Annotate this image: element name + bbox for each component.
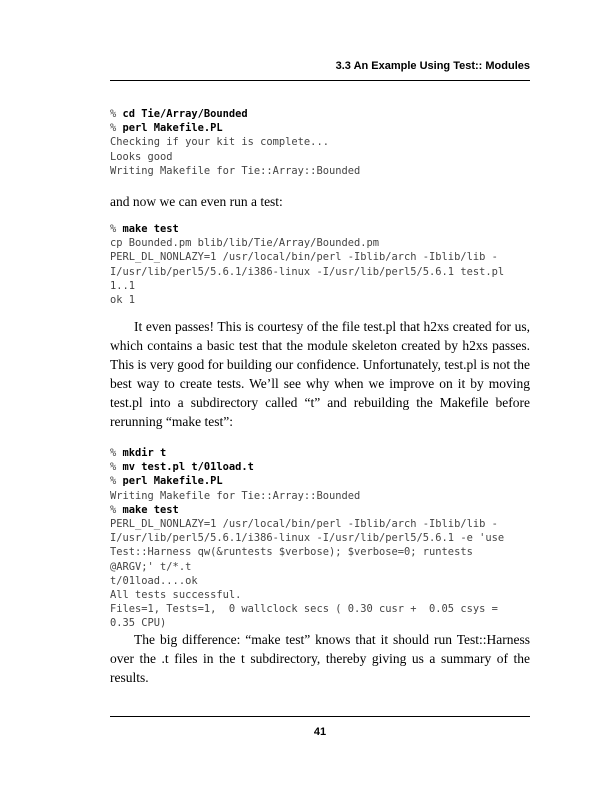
code-command-line [110, 121, 540, 135]
paragraph-big-difference: The big difference: “make test” knows that it should run Test::Harness over the .t files in the t subdirectory, thereby giving us a summary of the results. [110, 632, 530, 685]
code-output-line: PERL_DL_NONLAZY=1 /usr/local/bin/perl -Iblib/arch -Iblib/lib - [110, 518, 498, 531]
running-header: 3.3 An Example Using Test:: Modules [335, 60, 530, 72]
paragraph-run-test-intro: and now we can even run a test: [110, 194, 283, 209]
code-command-line [110, 503, 540, 517]
shell-prompt: % [110, 475, 123, 488]
shell-prompt: % [110, 503, 123, 516]
code-output-line: PERL_DL_NONLAZY=1 /usr/local/bin/perl -Iblib/arch -Iblib/lib - [110, 251, 498, 264]
code-output-line: Files=1, Tests=1, 0 wallclock secs ( 0.30 cusr + 0.05 csys = [110, 603, 498, 616]
code-output-line: Writing Makefile for Tie::Array::Bounded [110, 489, 361, 502]
code-output-line: 0.35 CPU) [110, 617, 167, 630]
shell-command: perl Makefile.PL [122, 122, 223, 135]
code-output-line: cp Bounded.pm blib/lib/Tie/Array/Bounded.pm [110, 237, 379, 250]
shell-prompt: % [110, 461, 123, 474]
shell-command: mkdir t [122, 447, 167, 459]
code-output-line: @ARGV;' t/*.t [110, 560, 192, 573]
code-command-line [110, 222, 540, 236]
code-output-line: Writing Makefile for Tie::Array::Bounded [110, 164, 361, 177]
code-output-line: Checking if your kit is complete... [110, 136, 329, 149]
shell-command: cd Tie/Array/Bounded [122, 108, 248, 120]
code-output-line: 1..1 [110, 279, 136, 292]
code-command-line [110, 460, 540, 474]
shell-prompt: % [110, 447, 123, 459]
code-block-build [110, 107, 540, 178]
page-number: 41 [313, 726, 327, 738]
shell-command: perl Makefile.PL [122, 475, 223, 488]
shell-prompt: % [110, 122, 123, 135]
code-block-make-test [110, 222, 540, 307]
shell-prompt: % [110, 223, 123, 235]
code-output-line: All tests successful. [110, 589, 242, 602]
code-command-line [110, 474, 540, 488]
paragraph-test-passes: It even passes! This is courtesy of the file test.pl that h2xs created for us, which contains a basic test that the module skeleton created by h2xs passes. This is very good for building our confidence. Unfortunately, test.pl is not the best way to create tests. We’ll see why when we improve on it by moving test.pl into a subdirectory called “t” and rebuilding the Makefile before rerunning “make test”: [110, 319, 530, 429]
header-rule [110, 80, 530, 81]
code-command-line [110, 107, 540, 121]
shell-prompt: % [110, 108, 123, 120]
code-output-line: I/usr/lib/perl5/5.6.1/i386-linux -I/usr/lib/perl5/5.6.1 -e 'use [110, 532, 505, 545]
code-block-subdirectory [110, 446, 540, 631]
code-output-line: Test::Harness qw(&runtests $verbose); $verbose=0; runtests [110, 546, 473, 559]
shell-command: make test [122, 503, 179, 516]
code-output-line: t/01load....ok [110, 574, 198, 587]
code-output-line: I/usr/lib/perl5/5.6.1/i386-linux -I/usr/lib/perl5/5.6.1 test.pl [110, 265, 505, 278]
code-command-line [110, 446, 540, 460]
footer-rule [110, 716, 530, 717]
code-output-line: ok 1 [110, 294, 136, 307]
shell-command: make test [122, 223, 179, 235]
shell-command: mv test.pl t/01load.t [122, 461, 254, 474]
code-output-line: Looks good [110, 150, 173, 163]
